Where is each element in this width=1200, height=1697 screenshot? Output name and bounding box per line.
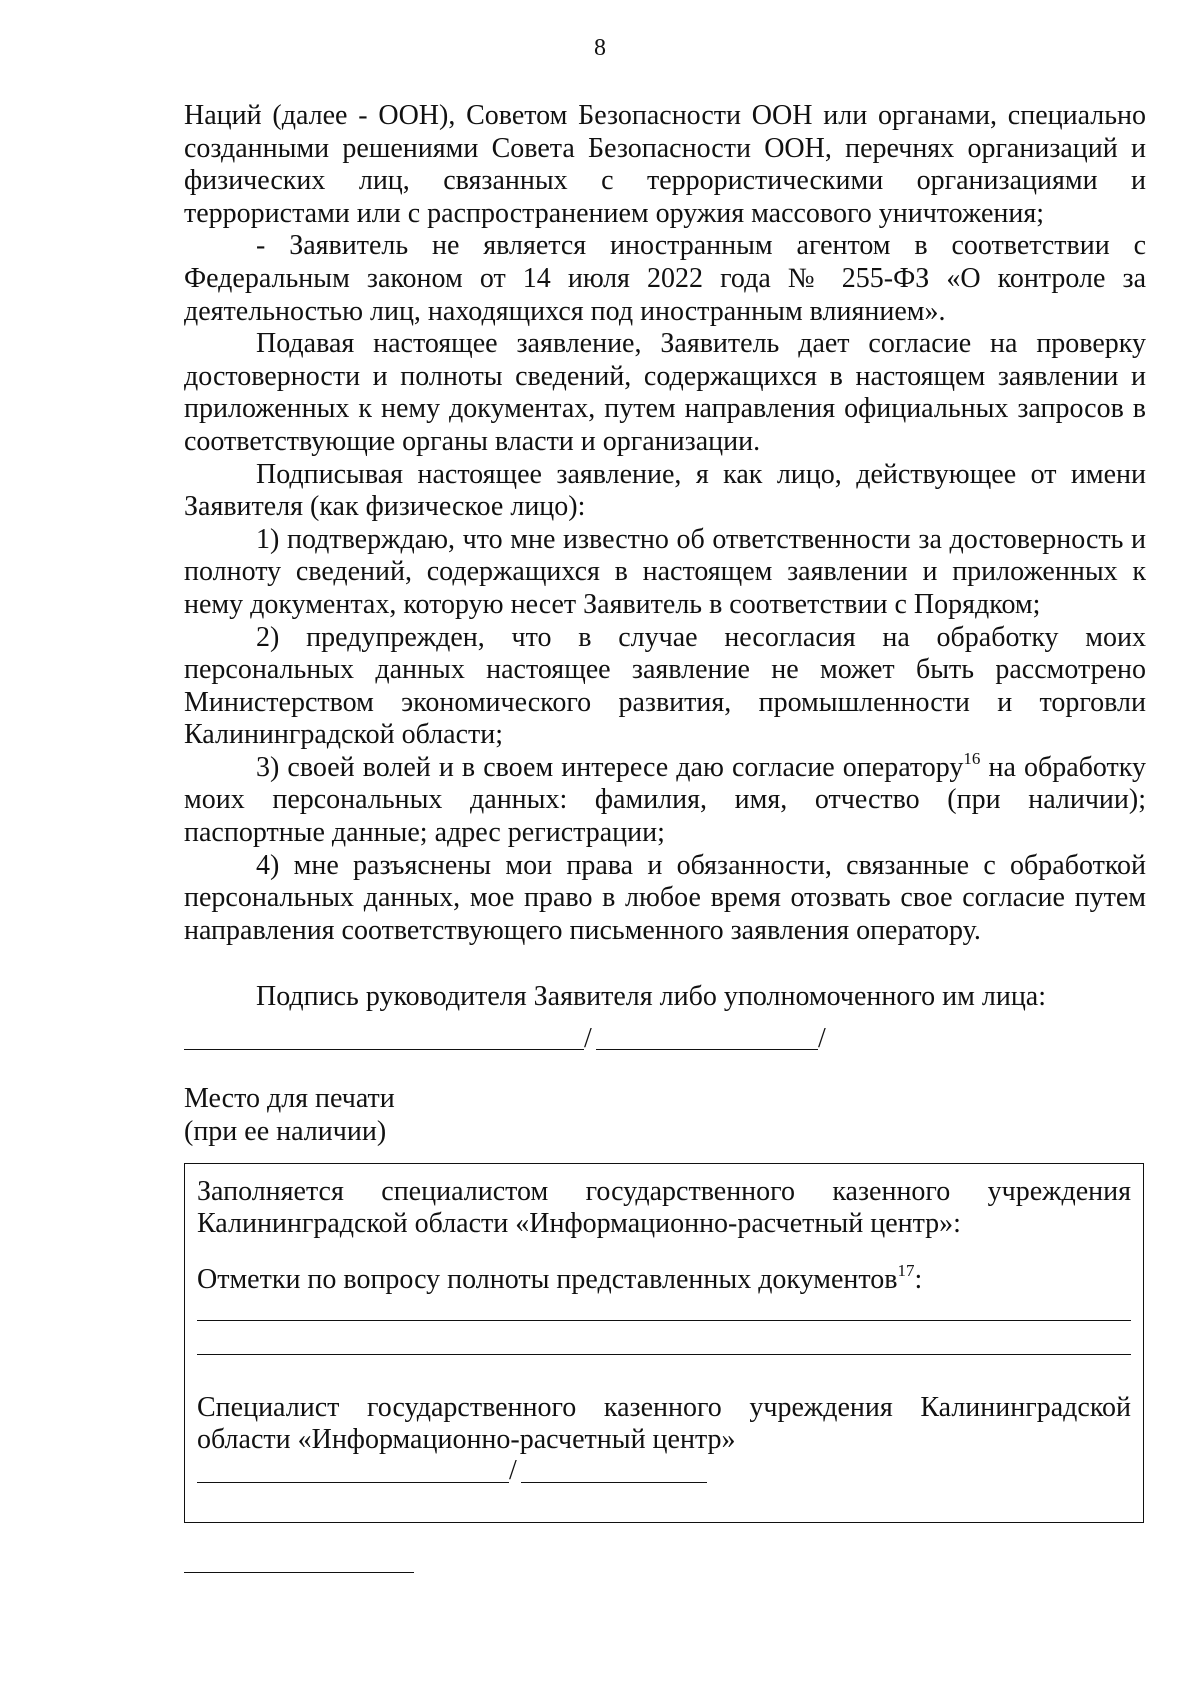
stamp-note: (при ее наличии): [184, 1116, 387, 1147]
list-item-3-text-end: на обработку моих персональных данных: фамилия, имя, отчество (при наличии); паспортные данные; адрес регистрации;: [184, 751, 1147, 849]
specialist-slash: /: [509, 1455, 517, 1486]
stamp-label: Место для печати: [184, 1083, 395, 1114]
page-number: 8: [594, 35, 606, 61]
paragraph-un-lists: Наций (далее - ООН), Советом Безопасности ООН или органами, специально созданными решениями Совета Безопасности ООН, перечнях организаций и физических лиц, связанных с террористическими организациями и террористами или с распространением оружия массового уничтожения;: [184, 100, 1146, 229]
completeness-marks-colon: :: [914, 1264, 923, 1295]
paragraph-signing-intro: Подписывая настоящее заявление, я как лицо, действующее от имени Заявителя (как физическое лицо):: [184, 458, 1146, 523]
signature-label: Подпись руководителя Заявителя либо уполномоченного им лица:: [256, 981, 1047, 1012]
specialist-label: Специалист государственного казенного учреждения Калининградской области «Информационно-расчетный центр»: [197, 1392, 1131, 1455]
list-item-3-text-start: 3) своей волей и в своем интересе даю согласие оператору: [256, 751, 964, 783]
completeness-marks-text: Отметки по вопросу полноты представленных документов: [197, 1264, 898, 1295]
marks-blank-line-1: [197, 1320, 1131, 1321]
specialist-signature-blank: [197, 1454, 509, 1483]
official-box-header: Заполняется специалистом государственного казенного учреждения Калининградской области «Информационно-расчетный центр»:: [197, 1176, 1131, 1239]
body-text: [184, 100, 1146, 947]
stamp-place: [184, 1082, 395, 1148]
list-item-1: 1) подтверждаю, что мне известно об ответственности за достоверность и полноту сведений, содержащихся в настоящем заявлении и приложенных к нему документах, которую несет Заявитель в соответствии с Порядком;: [184, 523, 1146, 620]
specialist-name-blank: [521, 1454, 707, 1483]
footnote-separator: [184, 1572, 414, 1573]
official-use-box: [184, 1163, 1144, 1523]
list-item-2: 2) предупрежден, что в случае несогласия на обработку моих персональных данных настоящее заявление не может быть рассмотрено Министерством экономического развития, промышленности и торговли Калининградской области;: [184, 621, 1146, 751]
paragraph-verification-consent: Подавая настоящее заявление, Заявитель дает согласие на проверку достоверности и полноты сведений, содержащихся в настоящем заявлении и приложенных к нему документах, путем направления официальных запросов в соответствующие органы власти и организации.: [184, 328, 1146, 457]
paragraph-foreign-agent: - Заявитель не является иностранным агентом в соответствии с Федеральным законом от 14 июля 2022 года № 255-ФЗ «О контроле за деятельностью лиц, находящихся под иностранным влиянием».: [184, 230, 1146, 327]
name-slash: /: [818, 1023, 826, 1054]
completeness-marks-label: [197, 1260, 1131, 1296]
signature-slash: /: [584, 1023, 592, 1054]
list-item-3: [184, 748, 1147, 850]
footnote-marker-16[interactable]: 16: [963, 748, 981, 768]
marks-blank-line-2: [197, 1354, 1131, 1355]
name-blank: [596, 1049, 818, 1050]
signature-blank: [184, 1049, 584, 1050]
signature-line: [184, 1024, 834, 1054]
list-item-4: 4) мне разъяснены мои права и обязанности, связанные с обработкой персональных данных, мое право в любое время отозвать свое согласие путем направления соответствующего письменного заявления оператору.: [184, 849, 1146, 946]
footnote-marker-17[interactable]: 17: [897, 1260, 915, 1280]
